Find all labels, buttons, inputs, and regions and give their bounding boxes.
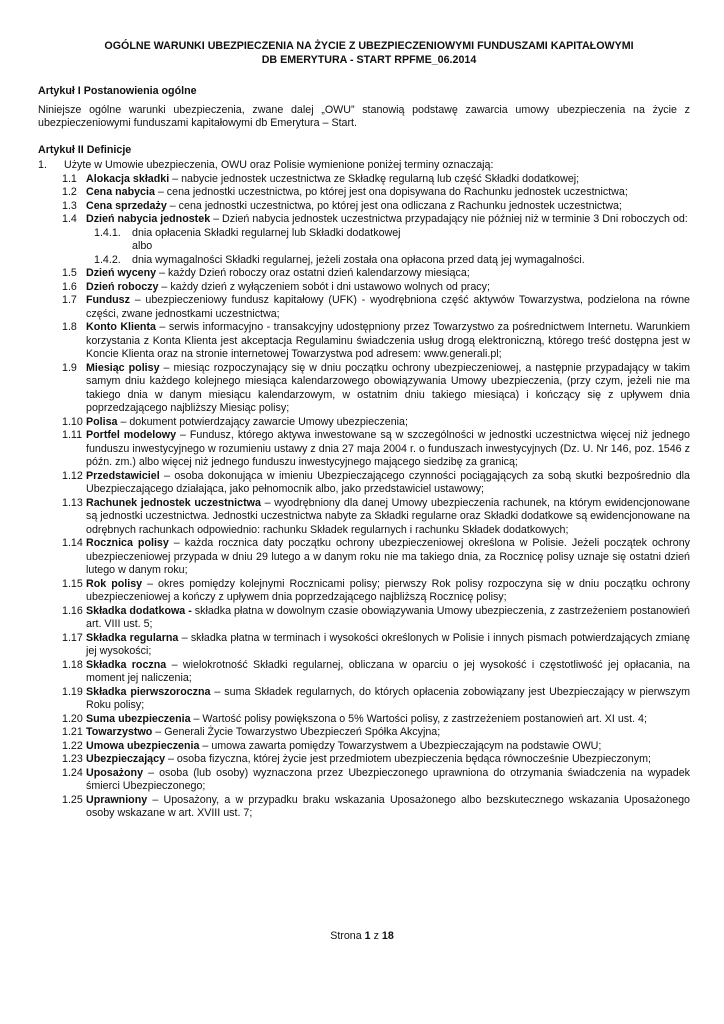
definition-term: Cena sprzedaży (86, 199, 167, 212)
definition-term: Portfel modelowy (86, 429, 177, 441)
article-1-heading: Artykuł I Postanowienia ogólne (38, 85, 197, 97)
definition-number: 1.13 (62, 496, 83, 509)
definition-item (38, 186, 690, 200)
definition-description: – ubezpieczeniowy fundusz kapitałowy (UFK) - wyodrębniona część aktywów Towarzystwa, podzielona na równe części, zwane jednostkami uczestnictwa; (86, 294, 690, 320)
definition-text (86, 186, 690, 200)
definition-text (86, 497, 690, 538)
definition-text (86, 362, 690, 416)
definition-number: 1.19 (62, 685, 83, 698)
definition-item (38, 213, 690, 227)
definition-text (86, 753, 690, 767)
definition-description: – każdy dzień z wyłączeniem sobót i dni ustawowo wolnych od pracy; (158, 280, 490, 293)
definition-description: – umowa zawarta pomiędzy Towarzystwem a Ubezpieczającym na podstawie OWU; (199, 739, 602, 752)
definition-description: – Generali Życie Towarzystwo Ubezpieczeń Spółka Akcyjna; (152, 726, 441, 738)
definition-item (38, 497, 690, 538)
definition-term: Ubezpieczający (86, 753, 166, 765)
page-footer (0, 930, 724, 942)
definition-text (86, 173, 690, 187)
footer-mid: z (370, 930, 382, 942)
definition-term: Towarzystwo (86, 726, 153, 738)
definition-item (38, 429, 690, 470)
definition-text (86, 659, 690, 686)
definition-item (38, 321, 690, 362)
definition-item (38, 362, 690, 416)
definition-text (86, 281, 690, 295)
definition-number: 1.14 (62, 537, 83, 549)
title-line-2: DB EMERYTURA - START RPFME_06.2014 (261, 53, 477, 66)
definition-term: Umowa ubezpieczenia (86, 739, 200, 752)
definition-description: – wyodrębniony dla danej Umowy ubezpieczenia rachunek, na którym ewidencjonowane są jednostki uczestnictwa. Jednostki uczestnictwa nabyte za Składki regularne oraz Składki dodatkowe są ewidencjonowane na odrębnych rachunkach odpowiednio: rachunku Składek regularnych i rachunku Składek dodatkowych; (86, 496, 690, 536)
definition-term: Polisa (86, 415, 118, 428)
article-1-text: Niniejsze ogólne warunki ubezpieczenia, zwane dalej „OWU” stanowią podstawę zawarcia umowy ubezpieczenia na życie z ubezpieczeniowymi funduszami kapitałowymi db Emerytura – Start. (38, 103, 690, 129)
definition-description: – serwis informacyjno - transakcyjny udostępniony przez Towarzystwo za pośrednictwem Internetu. Warunkiem korzystania z Konta Klienta jest akceptacja Regulaminu świadczenia usług drogą elektroniczną, którego treść dostępna jest w Koncie Klienta oraz na stronie internetowej Towarzystwa pod adresem: www.generali.pl; (86, 321, 690, 360)
definition-term: Konto Klienta (86, 321, 156, 333)
definition-number: 1.21 (62, 726, 83, 738)
definition-number: 1.9 (62, 361, 77, 374)
definition-term: Składka regularna (86, 631, 179, 644)
definition-text (86, 267, 690, 281)
definition-term: Przedstawiciel (86, 469, 160, 482)
definition-text (86, 200, 690, 214)
definition-description: – Fundusz, którego aktywa inwestowane są w szczególności w jednostki uczestnictwa więcej niż jednego funduszu inwestycyjnego w rozumieniu ustawy z dnia 27 maja 2004 r. o funduszach inwestycyjnych (Dz. U. Nr 146, poz. 1546 z późn. zm.) albo więcej niż jednego funduszu inwestycyjnego mającego siedzibę za granicą; (86, 429, 690, 468)
definition-term: Cena nabycia (86, 186, 155, 198)
definition-description: – dokument potwierdzający zawarcie Umowy ubezpieczenia; (117, 415, 408, 428)
definition-number: 1.3 (62, 199, 77, 212)
definition-item (38, 767, 690, 794)
definition-item (38, 294, 690, 321)
definition-term: Suma ubezpieczenia (86, 712, 191, 725)
definition-term: Miesiąc polisy (86, 361, 160, 374)
definition-item (38, 740, 690, 754)
sub-item (38, 254, 690, 268)
definition-number: 1.12 (62, 469, 83, 482)
definition-item (38, 794, 690, 821)
definition-number: 1.24 (62, 766, 83, 779)
definition-term: Dzień nabycia jednostek (86, 213, 211, 225)
definition-description: – Uposażony, a w przypadku braku wskazania Uposażonego albo bezskutecznego wskazania Uposażonego osoby wskazane w art. XVIII ust. 7; (86, 793, 690, 819)
definition-description: – osoba fizyczna, której życie jest przedmiotem ubezpieczenia będąca równocześnie Ubezpieczonym; (165, 753, 651, 765)
definition-text (86, 470, 690, 497)
definition-number: 1.6 (62, 280, 77, 293)
definition-text (86, 740, 690, 754)
definition-item (38, 726, 690, 740)
sub-item-text: dnia opłacenia Składki regularnej lub Składki dodatkowej (132, 226, 401, 239)
definition-description: – cena jednostki uczestnictwa, po której jest ona odliczana z Rachunku jednostek uczestnictwa; (166, 199, 622, 212)
definition-text (86, 632, 690, 659)
definition-description: – okres pomiędzy kolejnymi Rocznicami polisy; pierwszy Rok polisy rozpoczyna się w dniu początku ochrony ubezpieczeniowej a kończy z upływem dnia poprzedzającego najbliższą Rocznicę polisy; (86, 577, 691, 603)
definition-number: 1.18 (62, 658, 83, 671)
definition-description: składka płatna w dowolnym czasie obowiązywania Umowy ubezpieczenia, z zastrzeżeniem postanowień art. VIII ust. 5; (86, 604, 691, 630)
definition-item (38, 173, 690, 187)
definition-item (38, 267, 690, 281)
definition-item (38, 686, 690, 713)
sub-item-number: 1.4.2. (94, 253, 121, 266)
definition-item (38, 659, 690, 686)
definition-term: Dzień roboczy (86, 280, 159, 293)
definition-description: – osoba (lub osoby) wyznaczona przez Ubezpieczonego uprawniona do otrzymania świadczenia na wypadek śmierci Ubezpieczonego; (86, 766, 690, 792)
sub-item-number: 1.4.1. (94, 226, 121, 239)
paragraph-number: 1. (38, 159, 47, 171)
footer-page-number: 1 (364, 930, 371, 942)
document-page (38, 40, 690, 821)
definition-description: – nabycie jednostek uczestnictwa ze Składkę regularną lub część Składki dodatkowej; (169, 172, 580, 185)
definition-description: – Dzień nabycia jednostek uczestnictwa przypadający nie później niż w terminie 3 Dni roboczych od: (210, 213, 688, 225)
definition-text (86, 537, 690, 578)
definition-term: Uposażony (86, 766, 144, 779)
definition-text (86, 429, 690, 470)
definition-item (38, 537, 690, 578)
definition-description: – wielokrotność Składki regularnej, obliczana w oparciu o jej wysokość i częstotliwość jej opłacania, na moment jej naliczenia; (86, 658, 690, 684)
definition-text (86, 294, 690, 321)
definition-number: 1.17 (62, 631, 83, 644)
definition-term: Rocznica polisy (86, 537, 169, 549)
definition-term: Uprawniony (86, 793, 148, 806)
definition-number: 1.22 (62, 739, 83, 752)
definition-term: Fundusz (86, 294, 130, 306)
definition-number: 1.5 (62, 267, 77, 279)
definition-number: 1.15 (62, 577, 83, 590)
definition-term: Składka pierwszoroczna (86, 685, 211, 698)
sub-item-text: dnia wymagalności Składki regularnej, jeżeli została ona opłacona przed datą jej wymagalności. (132, 253, 585, 266)
definition-description: – każda rocznica daty początku ochrony ubezpieczeniowej określona w Polisie. Jeżeli początek ochrony ubezpieczeniowej przypada w dniu 29 lutego a w danym roku nie ma takiego dnia, za Rocznicę polisy uznaje się ostatni dzień lutego w danym roku; (86, 537, 690, 576)
article-2-heading: Artykuł II Definicje (38, 143, 132, 156)
definition-item (38, 605, 690, 632)
definition-number: 1.11 (62, 429, 83, 441)
definition-term: Rachunek jednostek uczestnictwa (86, 496, 261, 509)
footer-prefix: Strona (330, 930, 365, 942)
definition-description: – cena jednostki uczestnictwa, po której jest ona dopisywana do Rachunku jednostek uczestnictwa; (154, 186, 628, 198)
definition-text (86, 767, 690, 794)
definition-item (38, 470, 690, 497)
albo-connector: albo (132, 240, 153, 252)
definition-number: 1.23 (62, 753, 83, 765)
definition-text (86, 416, 690, 430)
definition-number: 1.1 (62, 172, 77, 185)
definition-text (86, 726, 690, 740)
sub-item (38, 227, 690, 241)
definition-number: 1.8 (62, 321, 77, 333)
definition-text (86, 794, 690, 821)
document-title (48, 40, 690, 67)
definition-term: Rok polisy (86, 577, 143, 590)
paragraph-1 (38, 159, 690, 173)
definition-term: Składka dodatkowa - (86, 604, 192, 617)
title-line-1: OGÓLNE WARUNKI UBEZPIECZENIA NA ŻYCIE Z UBEZPIECZENIOWYMI FUNDUSZAMI KAPITAŁOWYMI (104, 40, 634, 52)
definition-description: – suma Składek regularnych, do których opłacenia zobowiązany jest Ubezpieczający w pierwszym Roku polisy; (86, 685, 690, 711)
definition-number: 1.16 (62, 604, 83, 617)
definition-number: 1.7 (62, 294, 77, 306)
definition-number: 1.10 (62, 415, 83, 428)
definition-number: 1.4 (62, 213, 77, 225)
definition-item (38, 578, 690, 605)
definition-description: – osoba dokonująca w imieniu Ubezpieczającego czynności pociągających za sobą skutki bezpośrednio dla Ubezpieczającego działająca, jako pełnomocnik albo, jako przedstawiciel ustawowy; (86, 469, 690, 495)
paragraph-text: Użyte w Umowie ubezpieczenia, OWU oraz Polisie wymienione poniżej terminy oznaczają: (64, 159, 494, 171)
definition-number: 1.2 (62, 186, 77, 198)
definition-text (86, 713, 690, 727)
definition-description: – Wartość polisy powiększona o 5% Wartości polisy, z zastrzeżeniem postanowień art. XI ust. 4; (190, 712, 647, 725)
definition-item (38, 713, 690, 727)
definition-item (38, 632, 690, 659)
definition-text (86, 321, 690, 362)
definition-item (38, 753, 690, 767)
definition-term: Składka roczna (86, 658, 167, 671)
definition-description: – miesiąc rozpoczynający się w dniu początku ochrony ubezpieczeniowej, a następnie przypadający w takim samym dniu każdego kolejnego miesiąca kalendarzowego obowiązywania Umowy ubezpieczenia, (przy czym, jeżeli nie ma takiego dnia w danym miesiącu kalendarzowym, w ostatnim dniu takiego miesiąca) i kończący się z upływem dnia poprzedzającego najbliższy Miesiąc polisy; (86, 361, 690, 414)
definition-description: – składka płatna w terminach i wysokości określonych w Polisie i innych pismach potwierdzających zmianę jej wysokości; (86, 631, 691, 657)
definition-item (38, 200, 690, 214)
definition-item (38, 281, 690, 295)
definition-number: 1.25 (62, 793, 83, 806)
definition-text (86, 605, 690, 632)
definition-number: 1.20 (62, 712, 83, 725)
definition-item (38, 416, 690, 430)
definition-text (86, 578, 690, 605)
definition-term: Alokacja składki (86, 172, 170, 185)
footer-total-pages: 18 (381, 930, 394, 942)
definition-text (86, 213, 690, 227)
definition-term: Dzień wyceny (86, 267, 157, 279)
definition-description: – każdy Dzień roboczy oraz ostatni dzień kalendarzowy miesiąca; (156, 267, 470, 279)
definition-text (86, 686, 690, 713)
